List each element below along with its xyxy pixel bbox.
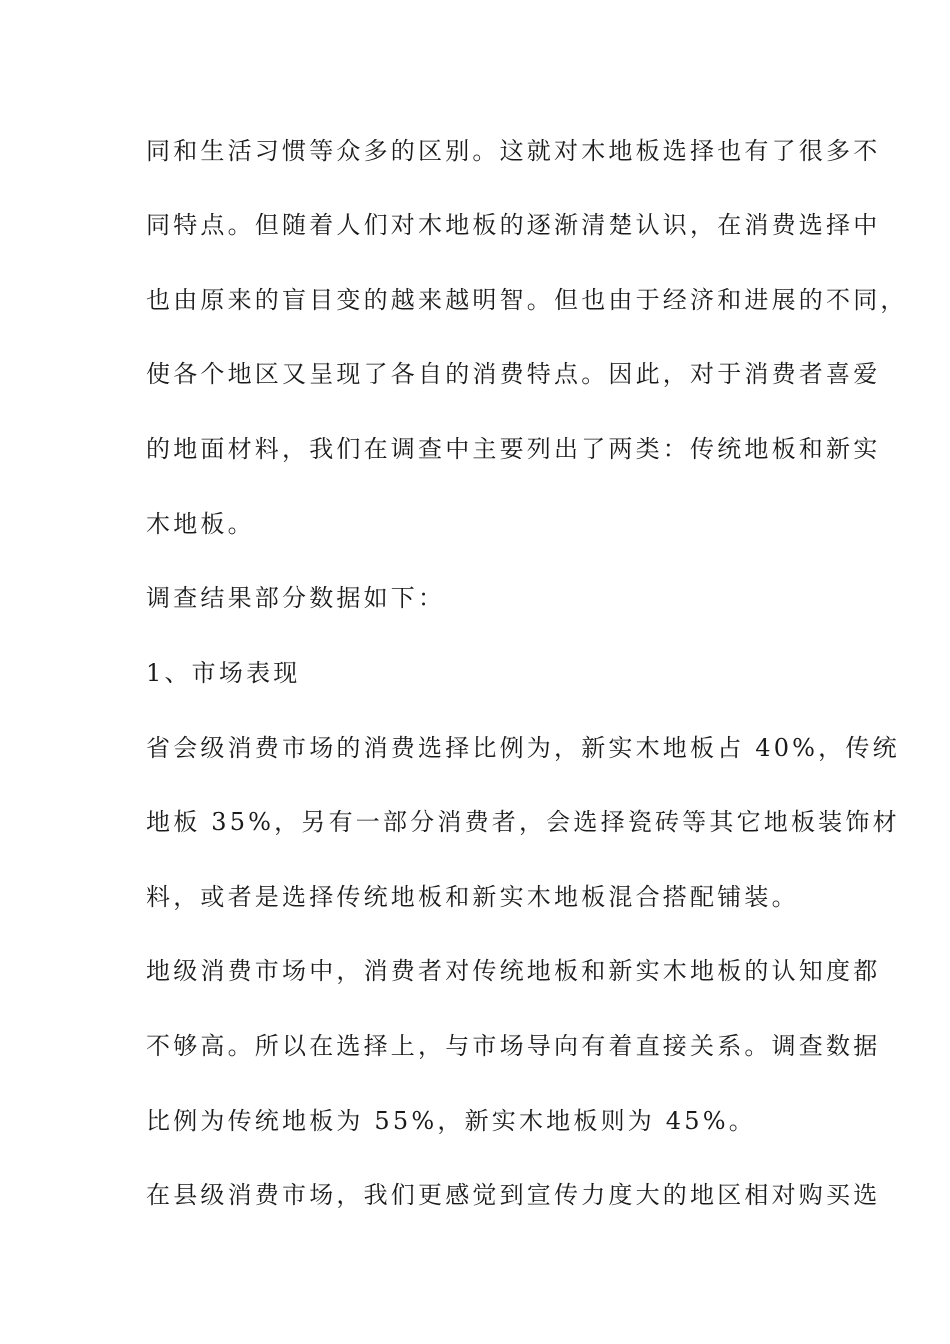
- text-line: 同和生活习惯等众多的区别。这就对木地板选择也有了很多不: [146, 137, 881, 165]
- text-line: 调查结果部分数据如下：: [146, 584, 446, 612]
- text-line: 省会级消费市场的消费选择比例为，新实木地板占 40%，传统: [146, 734, 900, 762]
- text-line: 的地面材料，我们在调查中主要列出了两类：传统地板和新实: [146, 435, 881, 463]
- section-heading: 1、市场表现: [146, 659, 301, 687]
- text-line: 不够高。所以在选择上，与市场导向有着直接关系。调查数据: [146, 1032, 881, 1060]
- text-line: 使各个地区又呈现了各自的消费特点。因此，对于消费者喜爱: [146, 360, 881, 388]
- text-line: 比例为传统地板为 55%，新实木地板则为 45%。: [146, 1107, 756, 1135]
- text-line: 地级消费市场中，消费者对传统地板和新实木地板的认知度都: [146, 957, 881, 985]
- text-line: 料，或者是选择传统地板和新实木地板混合搭配铺装。: [146, 883, 799, 911]
- text-line: 地板 35%，另有一部分消费者，会选择瓷砖等其它地板装饰材: [146, 808, 900, 836]
- text-line: 木地板。: [146, 510, 255, 538]
- text-line: 也由原来的盲目变的越来越明智。但也由于经济和进展的不同，: [146, 286, 908, 314]
- text-line: 在县级消费市场，我们更感觉到宣传力度大的地区相对购买选: [146, 1181, 881, 1209]
- text-line: 同特点。但随着人们对木地板的逐渐清楚认识，在消费选择中: [146, 211, 881, 239]
